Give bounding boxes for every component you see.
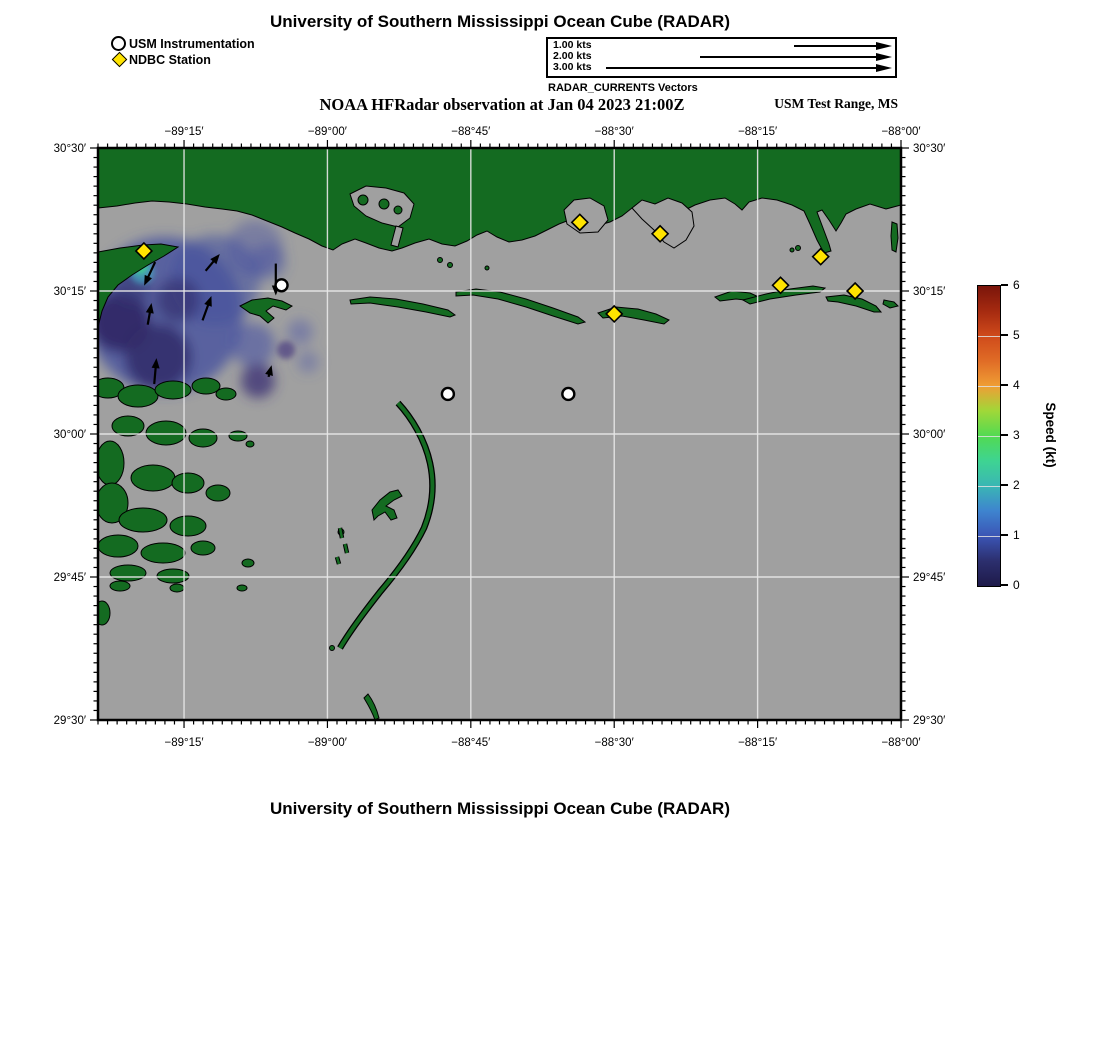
- marsh-island: [112, 416, 144, 436]
- speed-blob: [231, 323, 275, 367]
- vector-scale-row-label: 3.00 kts: [553, 61, 592, 73]
- marsh-island: [216, 388, 236, 400]
- x-tick-label: −88°30′: [594, 126, 634, 138]
- colorbar-tick-label: 2: [1013, 478, 1020, 492]
- colorbar-gridline: [978, 336, 1000, 337]
- vector-scale-row-label: 2.00 kts: [553, 50, 592, 62]
- colorbar-gridline: [978, 436, 1000, 437]
- speed-blob: [250, 244, 286, 280]
- y-tick-label: 30°15′: [53, 286, 86, 298]
- marsh-island: [242, 559, 254, 567]
- footer-title: University of Southern Mississippi Ocean Cube (RADAR): [269, 799, 730, 818]
- x-tick-label: −88°45′: [451, 737, 491, 749]
- range-label: USM Test Range, MS: [774, 96, 898, 111]
- colorbar-title: Speed (kt): [1043, 402, 1058, 468]
- colorbar-tick: [1001, 434, 1008, 436]
- islet: [790, 248, 794, 252]
- vector-scale-row-label: 1.00 kts: [553, 39, 592, 51]
- marsh-island: [170, 584, 184, 592]
- speed-blob: [277, 341, 295, 359]
- y-tick-label: 29°30′: [913, 715, 946, 727]
- marsh-island: [237, 585, 247, 591]
- colorbar-tick: [1001, 384, 1008, 386]
- colorbar-tick-label: 5: [1013, 328, 1020, 342]
- marsh-island: [189, 429, 217, 447]
- marsh-island: [94, 601, 110, 625]
- island: [891, 222, 898, 252]
- marsh-island: [110, 565, 146, 581]
- marsh-island: [172, 473, 204, 493]
- x-tick-label: −88°00′: [881, 737, 921, 749]
- colorbar-tick-label: 4: [1013, 378, 1020, 392]
- speed-blob: [297, 351, 319, 373]
- marsh-island: [110, 581, 130, 591]
- legend-ndbc-label: NDBC Station: [129, 53, 211, 67]
- y-tick-label: 30°00′: [53, 429, 86, 441]
- x-tick-label: −88°00′: [881, 126, 921, 138]
- y-tick-label: 30°30′: [913, 143, 946, 155]
- islet: [330, 646, 335, 651]
- marsh-island: [192, 378, 220, 394]
- x-tick-label: −89°15′: [164, 737, 204, 749]
- y-tick-label: 30°15′: [913, 286, 946, 298]
- marsh-island: [96, 441, 124, 485]
- marsh-island: [119, 508, 167, 532]
- map-clipped-layers: [87, 148, 901, 720]
- colorbar-gridline: [978, 386, 1000, 387]
- colorbar-tick-label: 0: [1013, 578, 1020, 592]
- usm-station-marker: [276, 279, 288, 291]
- x-tick-label: −89°15′: [164, 126, 204, 138]
- map-root: [54, 126, 946, 749]
- marsh-island: [155, 381, 191, 399]
- colorbar-tick: [1001, 484, 1008, 486]
- islet: [485, 266, 489, 270]
- map-subtitle: NOAA HFRadar observation at Jan 04 2023 21:00Z: [319, 95, 685, 114]
- usm-station-marker: [442, 388, 454, 400]
- marsh-island: [141, 543, 185, 563]
- colorbar-tick: [1001, 534, 1008, 536]
- legend-usm-label: USM Instrumentation: [129, 37, 255, 51]
- islet: [438, 258, 443, 263]
- colorbar-gridline: [978, 536, 1000, 537]
- y-tick-label: 29°30′: [53, 715, 86, 727]
- islet: [448, 263, 453, 268]
- speed-blob: [156, 278, 200, 322]
- y-tick-label: 30°00′: [913, 429, 946, 441]
- vector-scale-caption: RADAR_CURRENTS Vectors: [548, 82, 698, 94]
- marsh-island: [98, 535, 138, 557]
- marsh-island: [246, 441, 254, 447]
- marsh-island: [191, 541, 215, 555]
- marsh-island: [206, 485, 230, 501]
- y-tick-label: 29°45′: [913, 572, 946, 584]
- page-title: University of Southern Mississippi Ocean Cube (RADAR): [269, 12, 730, 31]
- islet: [379, 199, 389, 209]
- y-tick-label: 30°30′: [53, 143, 86, 155]
- x-tick-label: −89°00′: [307, 126, 347, 138]
- usm-station-marker: [562, 388, 574, 400]
- islet: [394, 206, 402, 214]
- marsh-island: [131, 465, 175, 491]
- marsh-island: [118, 385, 158, 407]
- y-tick-label: 29°45′: [53, 572, 86, 584]
- colorbar-tick-label: 3: [1013, 428, 1020, 442]
- marsh-island: [229, 431, 247, 441]
- colorbar-tick: [1001, 334, 1008, 336]
- colorbar-tick: [1001, 284, 1008, 286]
- islet: [358, 195, 368, 205]
- colorbar-tick: [1001, 584, 1008, 586]
- speed-blob: [125, 324, 191, 390]
- colorbar-tick-label: 1: [1013, 528, 1020, 542]
- speed-blob: [287, 319, 313, 345]
- x-tick-label: −88°15′: [738, 126, 778, 138]
- marsh-island: [146, 421, 186, 445]
- colorbar-gridline: [978, 486, 1000, 487]
- colorbar-tick-label: 6: [1013, 278, 1020, 292]
- colorbar: [977, 285, 1001, 587]
- x-tick-label: −88°45′: [451, 126, 491, 138]
- islet: [796, 246, 801, 251]
- marsh-island: [170, 516, 206, 536]
- x-tick-label: −89°00′: [307, 737, 347, 749]
- x-tick-label: −88°15′: [738, 737, 778, 749]
- x-tick-label: −88°30′: [594, 737, 634, 749]
